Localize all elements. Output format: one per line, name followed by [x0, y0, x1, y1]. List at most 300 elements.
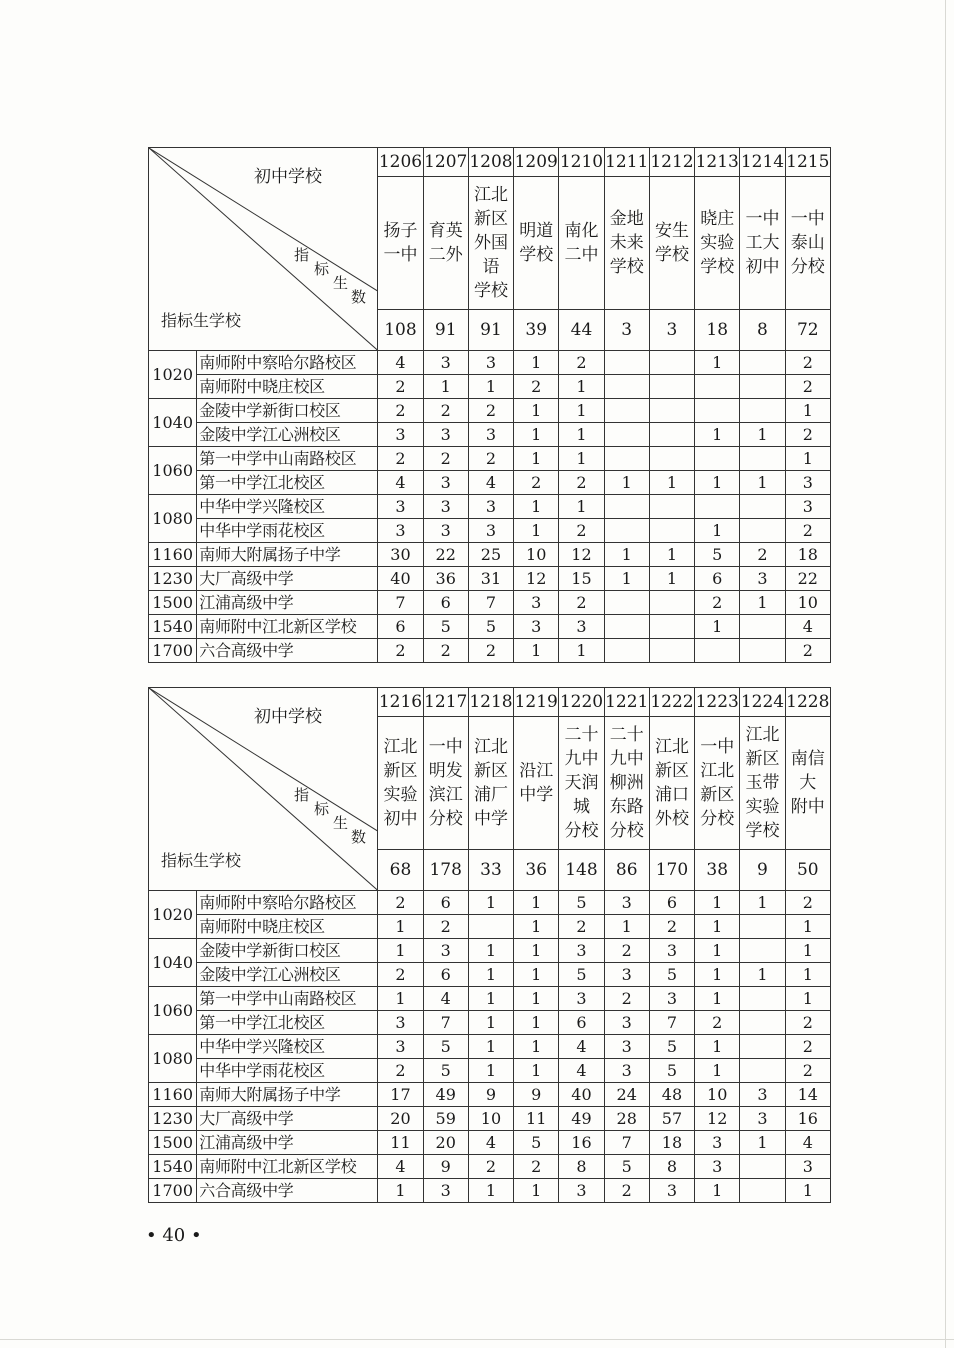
header-corner	[149, 688, 378, 891]
quota-cell: 2	[785, 1059, 830, 1083]
quota-cell: 3	[559, 1179, 604, 1203]
quota-cell: 2	[378, 891, 423, 915]
page-edge-right	[945, 0, 946, 1348]
quota-total: 8	[740, 310, 785, 351]
quota-cell: 4	[559, 1059, 604, 1083]
quota-cell	[649, 447, 694, 471]
quota-total: 3	[604, 310, 649, 351]
quota-cell: 2	[378, 375, 423, 399]
quota-cell: 1	[695, 471, 740, 495]
junior-school-name-line: 分校	[428, 809, 463, 829]
quota-total: 91	[423, 310, 468, 351]
junior-school-name-line: 附中	[790, 797, 825, 817]
quota-cell: 1	[649, 567, 694, 591]
quota-cell: 20	[378, 1107, 423, 1131]
quota-cell: 1	[604, 567, 649, 591]
high-school-code: 1160	[149, 1083, 197, 1107]
quota-cell: 20	[423, 1131, 468, 1155]
high-school-name: 中华中学雨花校区	[197, 519, 378, 543]
junior-school-name-line: 江北	[473, 185, 508, 205]
junior-school-name-line: 一中	[383, 245, 418, 265]
quota-cell: 8	[559, 1155, 604, 1179]
junior-school-name-line: 工大	[745, 233, 780, 253]
quota-cell: 1	[378, 987, 423, 1011]
quota-cell: 1	[785, 987, 830, 1011]
quota-cell: 11	[514, 1107, 559, 1131]
quota-cell: 17	[378, 1083, 423, 1107]
quota-cell: 30	[378, 543, 423, 567]
quota-cell	[604, 423, 649, 447]
quota-cell: 22	[423, 543, 468, 567]
quota-total: 148	[559, 850, 604, 891]
quota-cell: 1	[740, 423, 785, 447]
quota-cell: 1	[468, 1011, 513, 1035]
high-school-code: 1020	[149, 891, 197, 939]
junior-school-name-line: 大	[799, 773, 817, 793]
junior-school-name	[468, 177, 513, 310]
quota-cell: 49	[423, 1083, 468, 1107]
quota-cell: 2	[785, 1035, 830, 1059]
high-school-name: 金陵中学江心洲校区	[197, 963, 378, 987]
quota-cell: 3	[785, 495, 830, 519]
quota-cell: 4	[378, 1155, 423, 1179]
junior-school-code: 1210	[559, 148, 604, 177]
quota-cell: 3	[740, 1107, 785, 1131]
quota-cell: 1	[649, 543, 694, 567]
quota-cell: 1	[468, 963, 513, 987]
junior-school-name-line: 新区	[473, 761, 508, 781]
junior-school-name	[604, 717, 649, 850]
junior-school-name	[604, 177, 649, 310]
quota-cell: 1	[468, 939, 513, 963]
quota-cell: 1	[559, 495, 604, 519]
quota-total: 91	[468, 310, 513, 351]
high-school-code: 1160	[149, 543, 197, 567]
quota-cell: 5	[514, 1131, 559, 1155]
junior-school-name-line: 二十	[609, 725, 644, 745]
quota-cell	[740, 1059, 785, 1083]
junior-school-name-line: 明道	[519, 221, 554, 241]
high-school-name: 中华中学兴隆校区	[197, 495, 378, 519]
junior-school-name-line: 九中	[609, 749, 644, 769]
quota-total: 39	[514, 310, 559, 351]
quota-cell	[740, 351, 785, 375]
quota-cell: 2	[559, 471, 604, 495]
quota-cell: 1	[695, 1035, 740, 1059]
junior-school-name-line: 滨江	[428, 785, 463, 805]
quota-cell	[740, 1011, 785, 1035]
quota-cell: 10	[695, 1083, 740, 1107]
junior-school-name	[559, 717, 604, 850]
junior-school-name	[423, 717, 468, 850]
quota-cell: 1	[514, 519, 559, 543]
quota-cell: 7	[604, 1131, 649, 1155]
quota-cell: 2	[378, 399, 423, 423]
quota-cell: 6	[423, 591, 468, 615]
junior-school-name-line: 育英	[428, 221, 463, 241]
quota-cell: 1	[695, 1059, 740, 1083]
quota-cell: 6	[423, 891, 468, 915]
quota-cell: 1	[559, 375, 604, 399]
table-row	[149, 1035, 831, 1059]
junior-school-name	[740, 177, 785, 310]
quota-cell: 3	[695, 1155, 740, 1179]
high-school-code: 1500	[149, 1131, 197, 1155]
quota-cell: 1	[695, 987, 740, 1011]
quota-cell: 3	[378, 1011, 423, 1035]
high-school-code: 1080	[149, 1035, 197, 1083]
quota-table-2	[148, 687, 831, 1203]
quota-cell: 1	[514, 423, 559, 447]
quota-cell	[649, 639, 694, 663]
table-row	[149, 1107, 831, 1131]
quota-cell: 2	[514, 1155, 559, 1179]
quota-cell: 3	[785, 1155, 830, 1179]
quota-cell	[604, 639, 649, 663]
junior-school-name-line: 沿江	[519, 761, 554, 781]
quota-cell: 1	[740, 591, 785, 615]
junior-school-name-line: 实验	[745, 797, 780, 817]
high-school-name: 六合高级中学	[197, 639, 378, 663]
quota-cell: 3	[423, 939, 468, 963]
quota-cell: 16	[559, 1131, 604, 1155]
quota-cell: 18	[649, 1131, 694, 1155]
quota-cell	[740, 399, 785, 423]
junior-school-name	[785, 177, 830, 310]
junior-school-name-line: 学校	[745, 821, 780, 841]
code-row	[149, 148, 831, 177]
quota-cell: 7	[378, 591, 423, 615]
table-row	[149, 1131, 831, 1155]
quota-cell	[740, 915, 785, 939]
junior-school-name-line: 实验	[700, 233, 735, 253]
table-row	[149, 1179, 831, 1203]
junior-school-code: 1213	[695, 148, 740, 177]
quota-cell	[649, 495, 694, 519]
quota-cell: 1	[514, 351, 559, 375]
quota-cell: 2	[423, 399, 468, 423]
junior-school-name-line: 中学	[519, 785, 554, 805]
high-school-name: 中华中学雨花校区	[197, 1059, 378, 1083]
quota-cell: 1	[378, 915, 423, 939]
junior-school-name	[695, 717, 740, 850]
quota-cell: 2	[468, 639, 513, 663]
quota-cell: 1	[785, 915, 830, 939]
quota-cell: 2	[785, 423, 830, 447]
corner-label-bottom: 指标生学校	[161, 851, 242, 870]
quota-cell	[649, 375, 694, 399]
quota-total: 108	[378, 310, 423, 351]
quota-cell: 28	[604, 1107, 649, 1131]
quota-total: 38	[695, 850, 740, 891]
high-school-code: 1230	[149, 567, 197, 591]
quota-cell: 2	[785, 519, 830, 543]
quota-cell: 12	[695, 1107, 740, 1131]
corner-label-top: 初中学校	[254, 167, 322, 187]
table-row	[149, 615, 831, 639]
quota-cell: 3	[468, 351, 513, 375]
quota-cell: 1	[604, 915, 649, 939]
quota-cell: 1	[695, 351, 740, 375]
table-row	[149, 963, 831, 987]
quota-cell	[604, 519, 649, 543]
quota-cell: 3	[604, 963, 649, 987]
junior-school-name-line: 新区	[383, 761, 418, 781]
high-school-name: 江浦高级中学	[197, 1131, 378, 1155]
junior-school-name-line: 新区	[473, 209, 508, 229]
corner-label-middle-char: 数	[351, 288, 367, 306]
quota-cell: 1	[468, 987, 513, 1011]
quota-cell	[740, 519, 785, 543]
quota-cell	[649, 423, 694, 447]
quota-cell: 2	[649, 915, 694, 939]
junior-school-name-line: 实验	[383, 785, 418, 805]
junior-school-name	[514, 717, 559, 850]
junior-school-name-line: 初中	[383, 809, 418, 829]
quota-cell: 1	[695, 1179, 740, 1203]
quota-cell: 1	[740, 471, 785, 495]
junior-school-name-line: 一中	[700, 737, 735, 757]
quota-cell	[695, 399, 740, 423]
quota-cell: 1	[514, 915, 559, 939]
quota-cell: 2	[695, 1011, 740, 1035]
quota-total: 36	[514, 850, 559, 891]
junior-school-name-line: 浦厂	[473, 785, 508, 805]
quota-total: 50	[785, 850, 830, 891]
junior-school-name-line: 学校	[654, 245, 689, 265]
junior-school-name-line: 新区	[654, 761, 689, 781]
quota-cell: 7	[468, 591, 513, 615]
corner-label-middle-char: 指	[294, 786, 310, 804]
junior-school-name-line: 柳洲	[609, 773, 644, 793]
junior-school-name	[785, 717, 830, 850]
table-row	[149, 567, 831, 591]
table-row	[149, 495, 831, 519]
quota-cell: 3	[649, 939, 694, 963]
quota-cell: 1	[514, 987, 559, 1011]
high-school-name: 南师附中晓庄校区	[197, 375, 378, 399]
quota-cell: 3	[559, 615, 604, 639]
quota-cell: 15	[559, 567, 604, 591]
quota-cell: 3	[423, 423, 468, 447]
junior-school-name-line: 一中	[790, 209, 825, 229]
junior-school-name	[378, 177, 423, 310]
quota-cell: 7	[649, 1011, 694, 1035]
quota-cell: 1	[785, 399, 830, 423]
quota-cell: 1	[695, 423, 740, 447]
high-school-name: 南师大附属扬子中学	[197, 1083, 378, 1107]
quota-cell: 5	[559, 963, 604, 987]
quota-cell: 2	[559, 915, 604, 939]
high-school-code: 1540	[149, 1155, 197, 1179]
quota-cell: 1	[514, 939, 559, 963]
quota-cell: 1	[514, 1011, 559, 1035]
quota-cell: 1	[514, 399, 559, 423]
junior-school-name-line: 江北	[383, 737, 418, 757]
quota-cell	[695, 639, 740, 663]
quota-cell: 14	[785, 1083, 830, 1107]
quota-total: 178	[423, 850, 468, 891]
quota-cell: 3	[514, 615, 559, 639]
quota-total: 68	[378, 850, 423, 891]
junior-school-name	[740, 717, 785, 850]
quota-cell: 3	[423, 495, 468, 519]
corner-label-middle-char: 数	[351, 828, 367, 846]
quota-cell: 2	[604, 1179, 649, 1203]
junior-school-code: 1223	[695, 688, 740, 717]
quota-cell: 2	[514, 375, 559, 399]
junior-school-name-line: 未来	[609, 233, 644, 253]
quota-cell: 1	[468, 375, 513, 399]
junior-school-code: 1209	[514, 148, 559, 177]
quota-cell: 6	[559, 1011, 604, 1035]
high-school-name: 南师大附属扬子中学	[197, 543, 378, 567]
junior-school-name	[559, 177, 604, 310]
quota-cell	[740, 495, 785, 519]
quota-cell: 1	[695, 615, 740, 639]
quota-cell: 1	[514, 495, 559, 519]
quota-cell	[649, 399, 694, 423]
quota-cell	[740, 639, 785, 663]
quota-cell: 4	[423, 987, 468, 1011]
quota-cell: 1	[514, 1179, 559, 1203]
quota-cell: 5	[649, 1035, 694, 1059]
quota-cell: 4	[378, 471, 423, 495]
quota-cell: 3	[468, 423, 513, 447]
quota-cell: 3	[378, 423, 423, 447]
junior-school-code: 1211	[604, 148, 649, 177]
junior-school-name	[468, 717, 513, 850]
quota-cell: 3	[423, 471, 468, 495]
high-school-name: 中华中学兴隆校区	[197, 1035, 378, 1059]
quota-cell: 1	[378, 939, 423, 963]
quota-cell: 2	[378, 963, 423, 987]
table-row	[149, 1155, 831, 1179]
junior-school-name-line: 浦口	[654, 785, 689, 805]
quota-cell: 2	[468, 1155, 513, 1179]
quota-cell: 1	[559, 447, 604, 471]
quota-cell: 3	[559, 987, 604, 1011]
junior-school-name-line: 语	[482, 257, 500, 277]
high-school-name: 六合高级中学	[197, 1179, 378, 1203]
quota-cell	[740, 939, 785, 963]
quota-cell: 6	[649, 891, 694, 915]
junior-school-name-line: 一中	[428, 737, 463, 757]
quota-cell	[649, 351, 694, 375]
quota-cell: 3	[604, 1059, 649, 1083]
quota-cell	[604, 615, 649, 639]
high-school-code: 1040	[149, 939, 197, 987]
high-school-name: 大厂高级中学	[197, 1107, 378, 1131]
quota-cell: 2	[604, 939, 649, 963]
high-school-name: 南师附中江北新区学校	[197, 1155, 378, 1179]
quota-cell: 4	[468, 471, 513, 495]
quota-cell: 1	[740, 1131, 785, 1155]
quota-cell: 2	[740, 543, 785, 567]
quota-cell: 3	[740, 1083, 785, 1107]
quota-cell: 2	[559, 519, 604, 543]
quota-cell: 9	[468, 1083, 513, 1107]
quota-cell: 1	[514, 1035, 559, 1059]
quota-cell: 5	[423, 1035, 468, 1059]
quota-cell: 2	[378, 639, 423, 663]
quota-cell: 2	[514, 471, 559, 495]
quota-total: 72	[785, 310, 830, 351]
high-school-name: 南师附中江北新区学校	[197, 615, 378, 639]
quota-cell: 3	[604, 891, 649, 915]
corner-label-middle-char: 标	[314, 260, 330, 278]
junior-school-name-line: 学校	[609, 257, 644, 277]
quota-cell: 3	[604, 1011, 649, 1035]
quota-cell: 1	[514, 639, 559, 663]
quota-cell: 1	[785, 939, 830, 963]
quota-cell: 59	[423, 1107, 468, 1131]
quota-cell: 2	[423, 447, 468, 471]
quota-cell: 5	[423, 615, 468, 639]
junior-school-name-line: 学校	[473, 281, 508, 301]
table-row	[149, 375, 831, 399]
quota-cell: 4	[559, 1035, 604, 1059]
high-school-code: 1230	[149, 1107, 197, 1131]
quota-cell	[649, 591, 694, 615]
table-row	[149, 447, 831, 471]
quota-cell: 3	[604, 1035, 649, 1059]
high-school-name: 第一中学江北校区	[197, 471, 378, 495]
junior-school-name-line: 明发	[428, 761, 463, 781]
junior-school-name-line: 二中	[564, 245, 599, 265]
quota-cell: 40	[559, 1083, 604, 1107]
quota-cell: 10	[468, 1107, 513, 1131]
high-school-name: 南师附中察哈尔路校区	[197, 891, 378, 915]
junior-school-name	[695, 177, 740, 310]
quota-cell: 2	[423, 915, 468, 939]
quota-cell: 2	[785, 351, 830, 375]
quota-cell: 4	[785, 615, 830, 639]
quota-cell: 1	[604, 543, 649, 567]
quota-cell	[740, 1035, 785, 1059]
quota-cell: 5	[604, 1155, 649, 1179]
quota-cell: 1	[695, 939, 740, 963]
quota-cell	[604, 399, 649, 423]
quota-cell: 3	[468, 495, 513, 519]
quota-cell	[740, 987, 785, 1011]
quota-cell: 2	[785, 639, 830, 663]
junior-school-name	[378, 717, 423, 850]
quota-cell: 3	[378, 495, 423, 519]
high-school-name: 江浦高级中学	[197, 591, 378, 615]
junior-school-name-line: 二外	[428, 245, 463, 265]
high-school-name: 第一中学江北校区	[197, 1011, 378, 1035]
table-row	[149, 591, 831, 615]
quota-cell: 1	[514, 963, 559, 987]
table-row	[149, 987, 831, 1011]
quota-cell: 9	[514, 1083, 559, 1107]
junior-school-name	[514, 177, 559, 310]
junior-school-name-line: 天润	[564, 773, 599, 793]
quota-cell: 36	[423, 567, 468, 591]
quota-cell: 1	[740, 891, 785, 915]
junior-school-code: 1215	[785, 148, 830, 177]
junior-school-name-line: 学校	[700, 257, 735, 277]
quota-cell	[695, 447, 740, 471]
junior-school-name-line: 扬子	[383, 221, 418, 241]
code-row	[149, 688, 831, 717]
high-school-name: 第一中学中山南路校区	[197, 987, 378, 1011]
junior-school-name-line: 新区	[745, 749, 780, 769]
quota-cell: 1	[468, 1035, 513, 1059]
junior-school-name-line: 学校	[519, 245, 554, 265]
quota-cell: 1	[559, 423, 604, 447]
